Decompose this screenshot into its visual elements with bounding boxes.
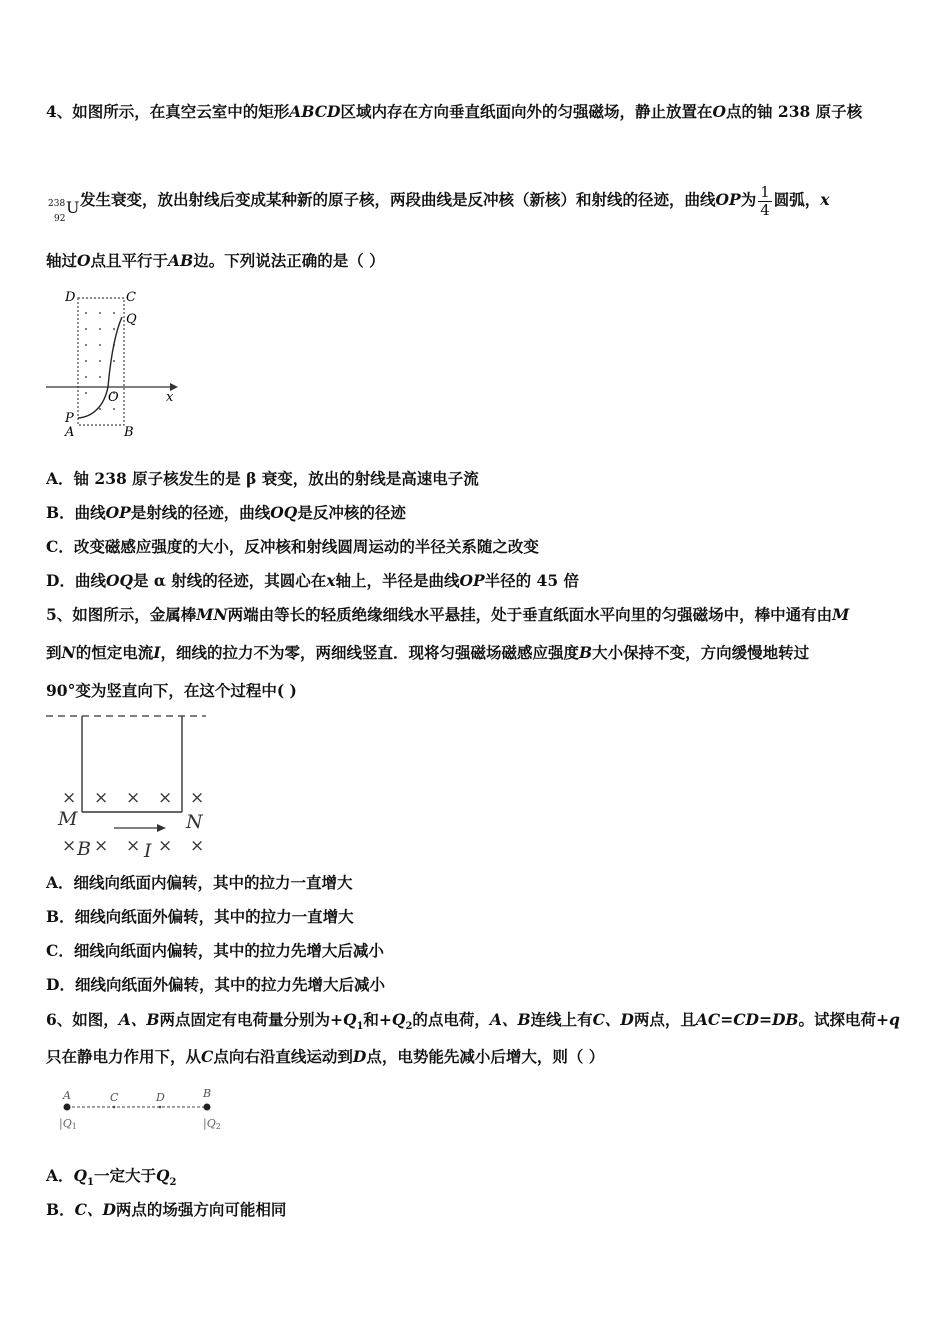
q4-figure-cloud-chamber (40, 285, 190, 445)
q5-fig-label-I: I (144, 840, 152, 862)
q5-option-d[interactable]: D．细线向纸面外偏转，其中的拉力先增大后减小 (46, 975, 385, 994)
q4-option-a[interactable]: A．铀 238 原子核发生的是 β 衰变，放出的射线是高速电子流 (46, 469, 479, 488)
q4-stem-line-1: 4、如图所示，在真空云室中的矩形ABCD区域内存在方向垂直纸面向外的匀强磁场，静止放置在O点的铀 238 原子核 (46, 102, 863, 121)
q5-figure-rod-in-field (44, 708, 224, 863)
q5-fig-label-M: M (58, 808, 78, 830)
q5-fig-label-B: B (77, 838, 91, 860)
field-cross: × (190, 788, 205, 808)
field-cross: × (126, 788, 141, 808)
q6-fig-label-Q2: |Q2 (203, 1117, 221, 1131)
q6-stem-line-1: 6、如图，A、B两点固定有电荷量分别为$+Q_1$和$+Q_2$的点电荷，A、B连线上有C、D两点，且AC=CD=DB。试探电荷+q (46, 1010, 900, 1033)
q4-fig-label-x: x (166, 390, 174, 405)
q6-fig-label-Q1: |Q1 (59, 1117, 77, 1131)
q6-stem-line-2: 只在静电力作用下，从C点向右沿直线运动到D点，电势能先减小后增大，则（ ） (46, 1047, 605, 1066)
uranium-nuclide: 238 92 U (48, 198, 80, 224)
field-cross: × (62, 836, 77, 856)
q5-stem-line-3: 90°变为竖直向下，在这个过程中( ) (46, 681, 297, 700)
field-cross: × (158, 788, 173, 808)
q5-option-c[interactable]: C．细线向纸面内偏转，其中的拉力先增大后减小 (46, 941, 384, 960)
field-cross: × (94, 836, 109, 856)
q4-fig-label-B: B (124, 425, 134, 440)
q4-fig-label-O: O (108, 390, 119, 405)
q4-option-d[interactable]: D．曲线OQ是 α 射线的径迹，其圆心在x轴上，半径是曲线OP半径的 45 倍 (46, 571, 580, 590)
q6-fig-label-C: C (110, 1091, 119, 1104)
field-cross: × (158, 836, 173, 856)
q4-fig-label-C: C (126, 290, 136, 305)
q6-fig-label-D: D (156, 1091, 165, 1104)
field-cross: × (94, 788, 109, 808)
q5-option-b[interactable]: B．细线向纸面外偏转，其中的拉力一直增大 (46, 907, 354, 926)
q4-option-c[interactable]: C．改变磁感应强度的大小，反冲核和射线圆周运动的半径关系随之改变 (46, 537, 539, 556)
q5-fig-label-N: N (186, 811, 203, 833)
q5-stem-line-1: 5、如图所示，金属棒MN两端由等长的轻质绝缘细线水平悬挂，处于垂直纸面水平向里的匀强磁场中，棒中通有由M (46, 605, 850, 624)
q4-fig-label-Q: Q (126, 312, 137, 327)
q6-fig-label-A: A (63, 1089, 71, 1102)
q4-option-b[interactable]: B．曲线OP是射线的径迹，曲线OQ是反冲核的径迹 (46, 503, 406, 522)
fraction-one-quarter: $\frac{1}{4}$ (760, 182, 770, 219)
field-cross: × (62, 788, 77, 808)
q6-option-a[interactable]: A．$Q_1$一定大于$Q_2$ (46, 1166, 177, 1189)
q6-fig-label-B: B (203, 1087, 212, 1100)
q6-figure-charges (55, 1085, 235, 1135)
q4-fig-label-D: D (65, 290, 76, 305)
q4-fig-label-P: P (65, 411, 74, 426)
q6-option-b[interactable]: B．C、D两点的场强方向可能相同 (46, 1200, 287, 1219)
q4-stem-line-2: 238 92 U 发生衰变，放出射线后变成某种新的原子核，两段曲线是反冲核（新核）和射线的径迹，曲线OP为 $\frac{1}{4}$ 圆弧，x (48, 182, 830, 224)
q4-fig-label-A: A (65, 425, 75, 440)
field-cross: × (126, 836, 141, 856)
q5-stem-line-2: 到N的恒定电流I，细线的拉力不为零，两细线竖直．现将匀强磁场磁感应强度B大小保持不变，方向缓慢地转过 (46, 643, 810, 662)
q4-stem-line-3: 轴过O点且平行于AB边。下列说法正确的是（ ） (46, 251, 385, 270)
q5-option-a[interactable]: A．细线向纸面内偏转，其中的拉力一直增大 (46, 873, 353, 892)
field-cross: × (190, 836, 205, 856)
